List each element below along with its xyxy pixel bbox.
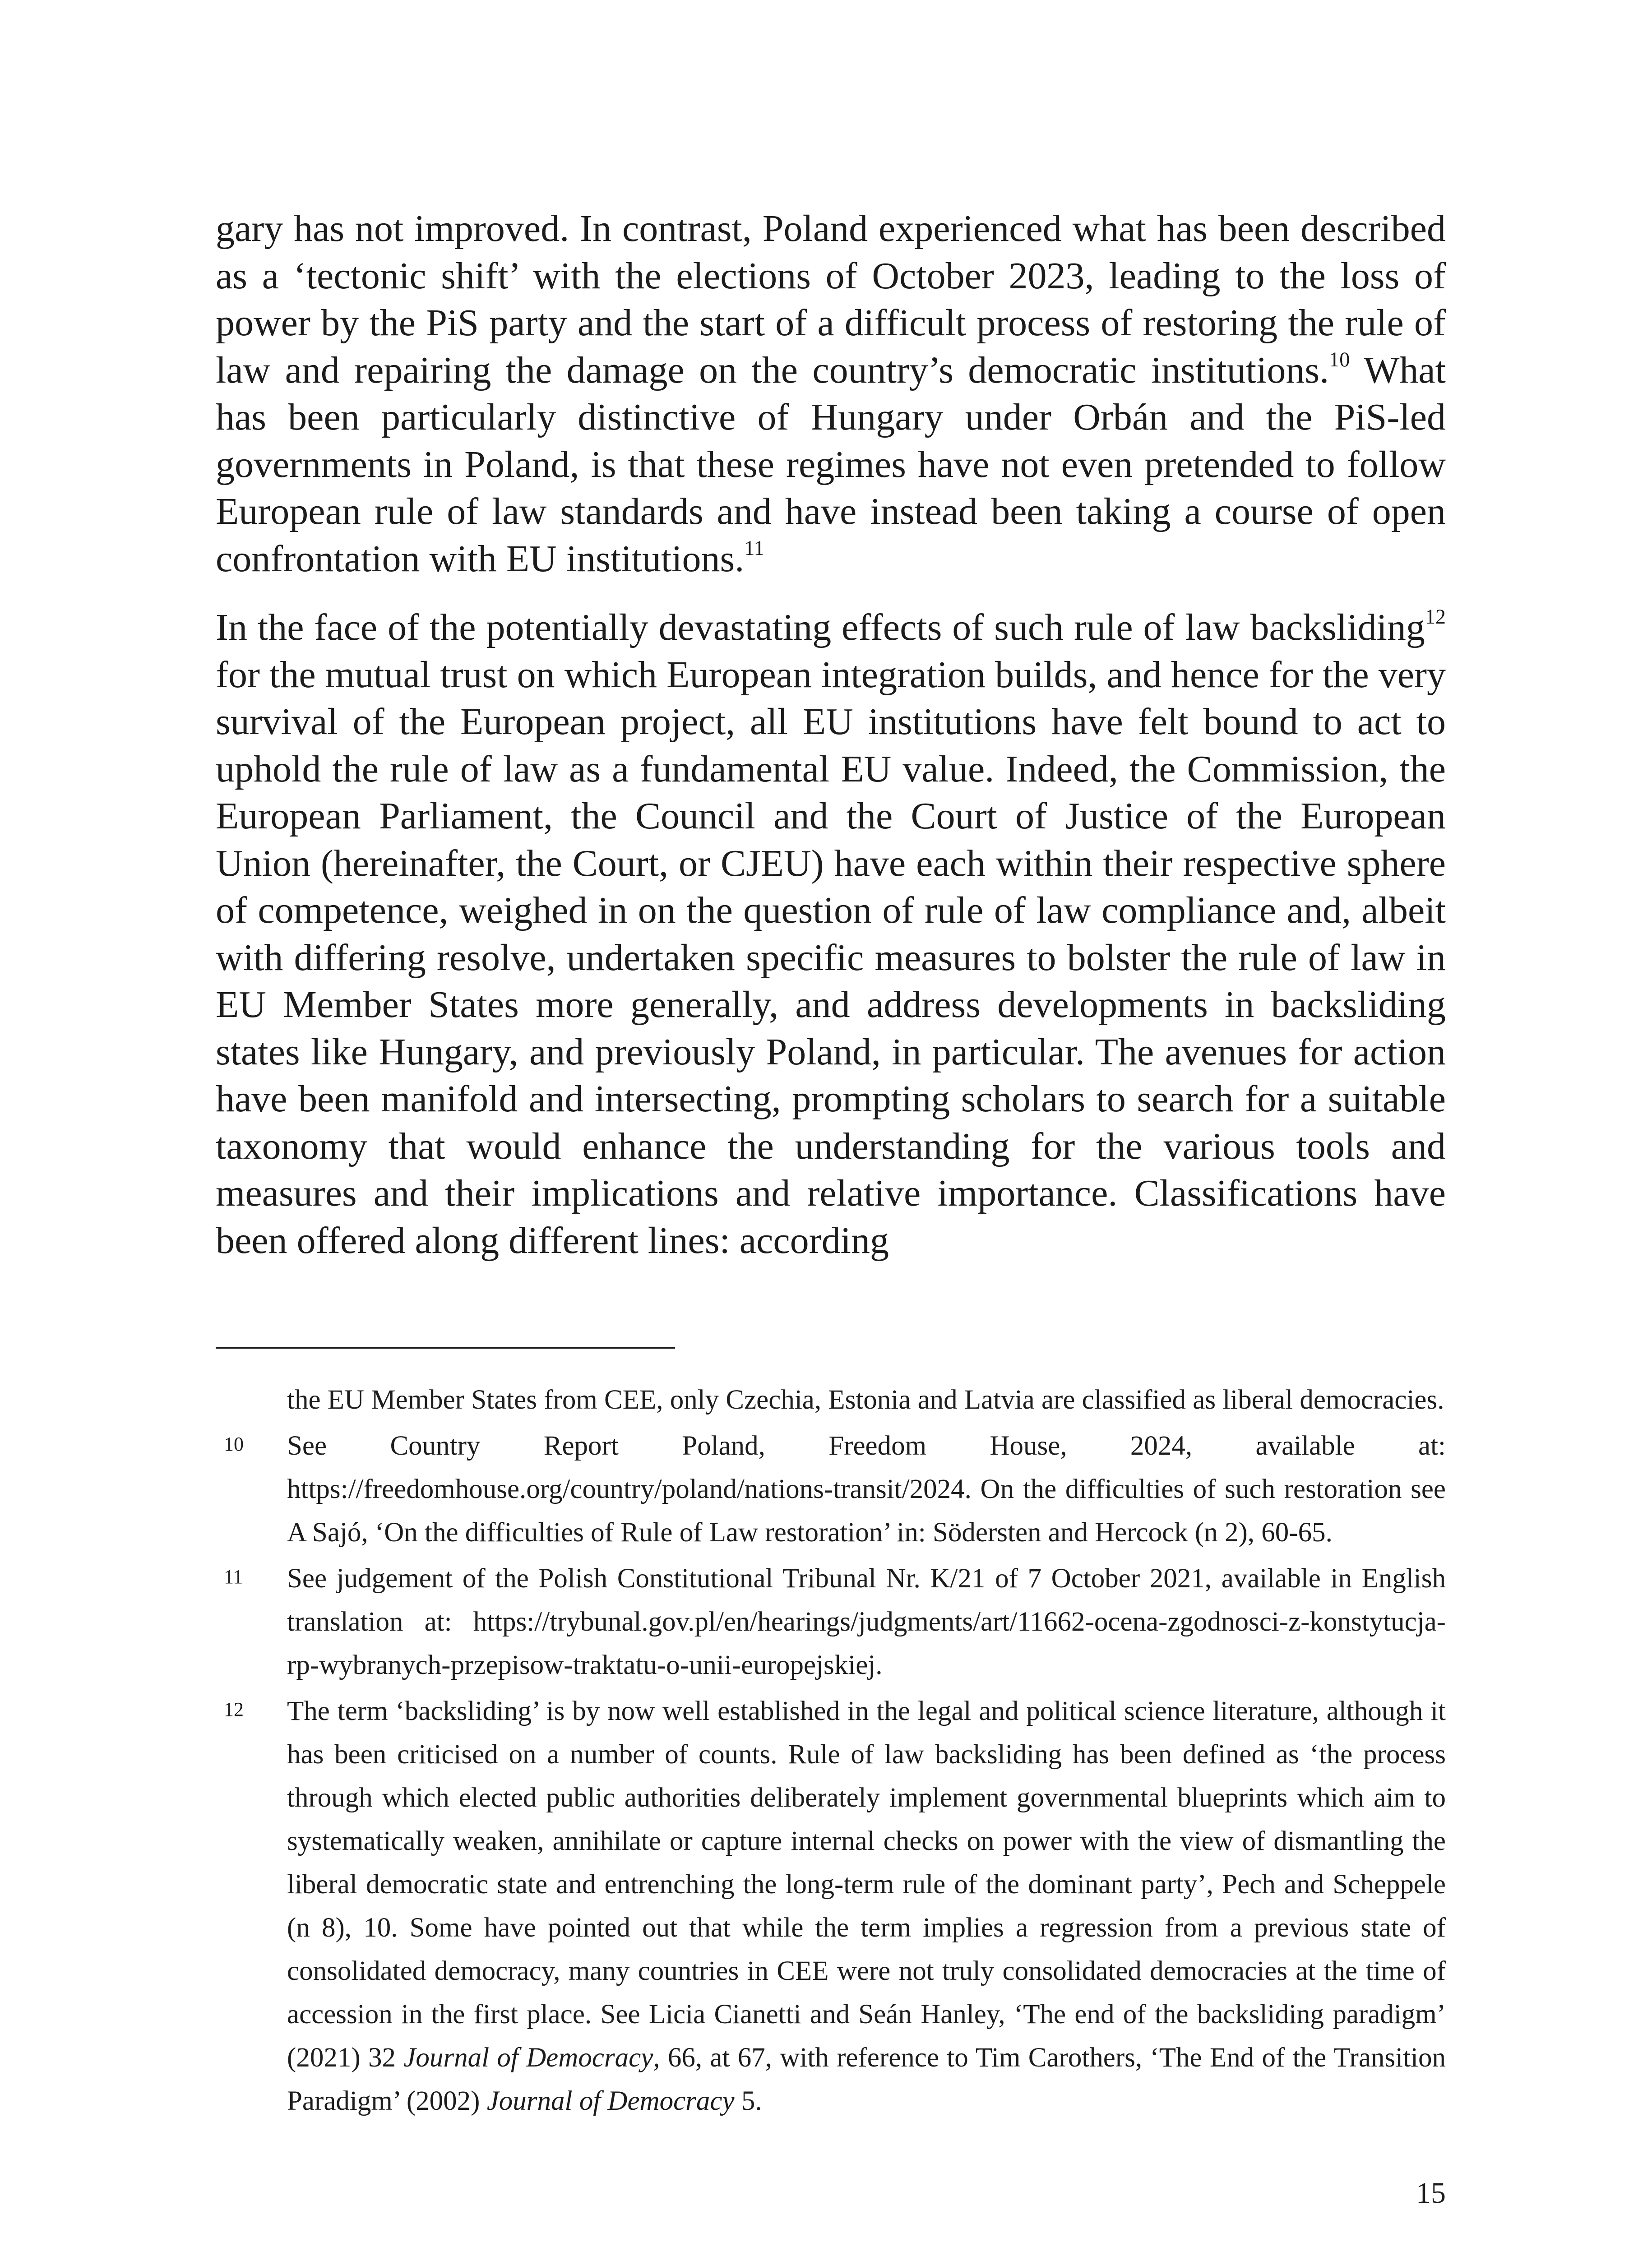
italic-text: Journal of Democracy — [403, 2043, 653, 2073]
footnote — [216, 1690, 1446, 2123]
italic-text: Journal of Democracy — [486, 2086, 735, 2116]
text-run: the EU Member States from CEE, only Czechia, Estonia and Latvia are classified as liberal democracies. — [287, 1385, 1444, 1415]
text-run: 5. — [734, 2086, 762, 2116]
text-run: for the mutual trust on which European integration builds, and hence for the very survival of the European project, all EU institutions have felt bound to act to uphold the rule of law as a fundamental EU value. Indeed, the Commission, the European Parliament, the Council and the Court of Justice of the European Union (hereinafter, the Court, or CJEU) have each within their respective sphere of competence, weighed in on the question of rule of law compliance and, albeit with differing resolve, undertaken specific measures to bolster the rule of law in EU Member States more generally, and address developments in backsliding states like Hungary, and previously Poland, in particular. The avenues for action have been manifold and intersecting, prompting scholars to search for a suitable taxonomy that would enhance the understanding for the various tools and measures and their implications and relative importance. Classifications have been offered along different lines: according — [216, 653, 1446, 1262]
main-text — [216, 205, 1446, 1286]
footnote-ref: 10 — [1329, 347, 1350, 371]
text-run: The term ‘backsliding’ is by now well established in the legal and political science literature, although it has been criticised on a number of counts. Rule of law backsliding has been defined as ‘the process through which elected public authorities deliberately implement governmental blueprints which aim to systematically weaken, annihilate or capture internal checks on power with the view of dismantling the liberal democratic state and entrenching the long-term rule of the dominant party’, Pech and Scheppele (n 8), 10. Some have pointed out that while the term implies a regression from a previous state of consolidated democracy, many countries in CEE were not truly consolidated democracies at the time of accession in the first place. See Licia Cianetti and Seán Hanley, ‘The end of the backsliding paradigm’ (2021) 32 — [287, 1696, 1446, 2073]
footnotes — [216, 1378, 1446, 2126]
text-run: See judgement of the Polish Constitutional Tribunal Nr. K/21 of 7 October 2021, available in English translation at: https://trybunal.gov.pl/en/hearings/judgments/art/11662-ocena-zgodnosci-z-konstytucja-rp-wybranych-przepisow-traktatu-o-unii-europejskiej. — [287, 1563, 1446, 1680]
text-run: gary has not improved. In contrast, Poland experienced what has been described as a ‘tectonic shift’ with the elections of October 2023, leading to the loss of power by the PiS party and the start of a difficult process of restoring the rule of law and repairing the damage on the country’s democratic institutions. — [216, 208, 1446, 391]
footnote-separator — [216, 1347, 675, 1349]
footnote — [216, 1378, 1446, 1422]
footnote-number: 11 — [224, 1566, 243, 1588]
body-paragraph — [216, 205, 1446, 582]
text-run: What has been particularly distinctive of Hungary under Orbán and the PiS-led governments in Poland, is that these regimes have not even pretended to follow European rule of law standards and have instead been taking a course of open confrontation with EU institutions. — [216, 349, 1446, 580]
body-paragraph — [216, 604, 1446, 1264]
text-run: , 66, at 67, with reference to Tim Carothers, ‘The End of the Transition Paradigm’ (2002) — [287, 2043, 1446, 2116]
footnote-number: 10 — [224, 1433, 244, 1455]
footnote-ref: 12 — [1425, 605, 1446, 629]
text-run: See Country Report Poland, Freedom House, 2024, available at: https://freedomhouse.org/country/poland/nations-transit/2024. On the difficulties of such restoration see A Sajó, ‘On the difficulties of Rule of Law restoration’ in: Södersten and Hercock (n 2), 60-65. — [287, 1431, 1446, 1548]
text-run: In the face of the potentially devastating effects of such rule of law backsliding — [216, 606, 1425, 648]
footnote — [216, 1424, 1446, 1554]
page-number: 15 — [1416, 2177, 1446, 2210]
footnote-number: 12 — [224, 1698, 244, 1720]
footnote-ref: 11 — [744, 536, 764, 559]
footnote — [216, 1557, 1446, 1687]
